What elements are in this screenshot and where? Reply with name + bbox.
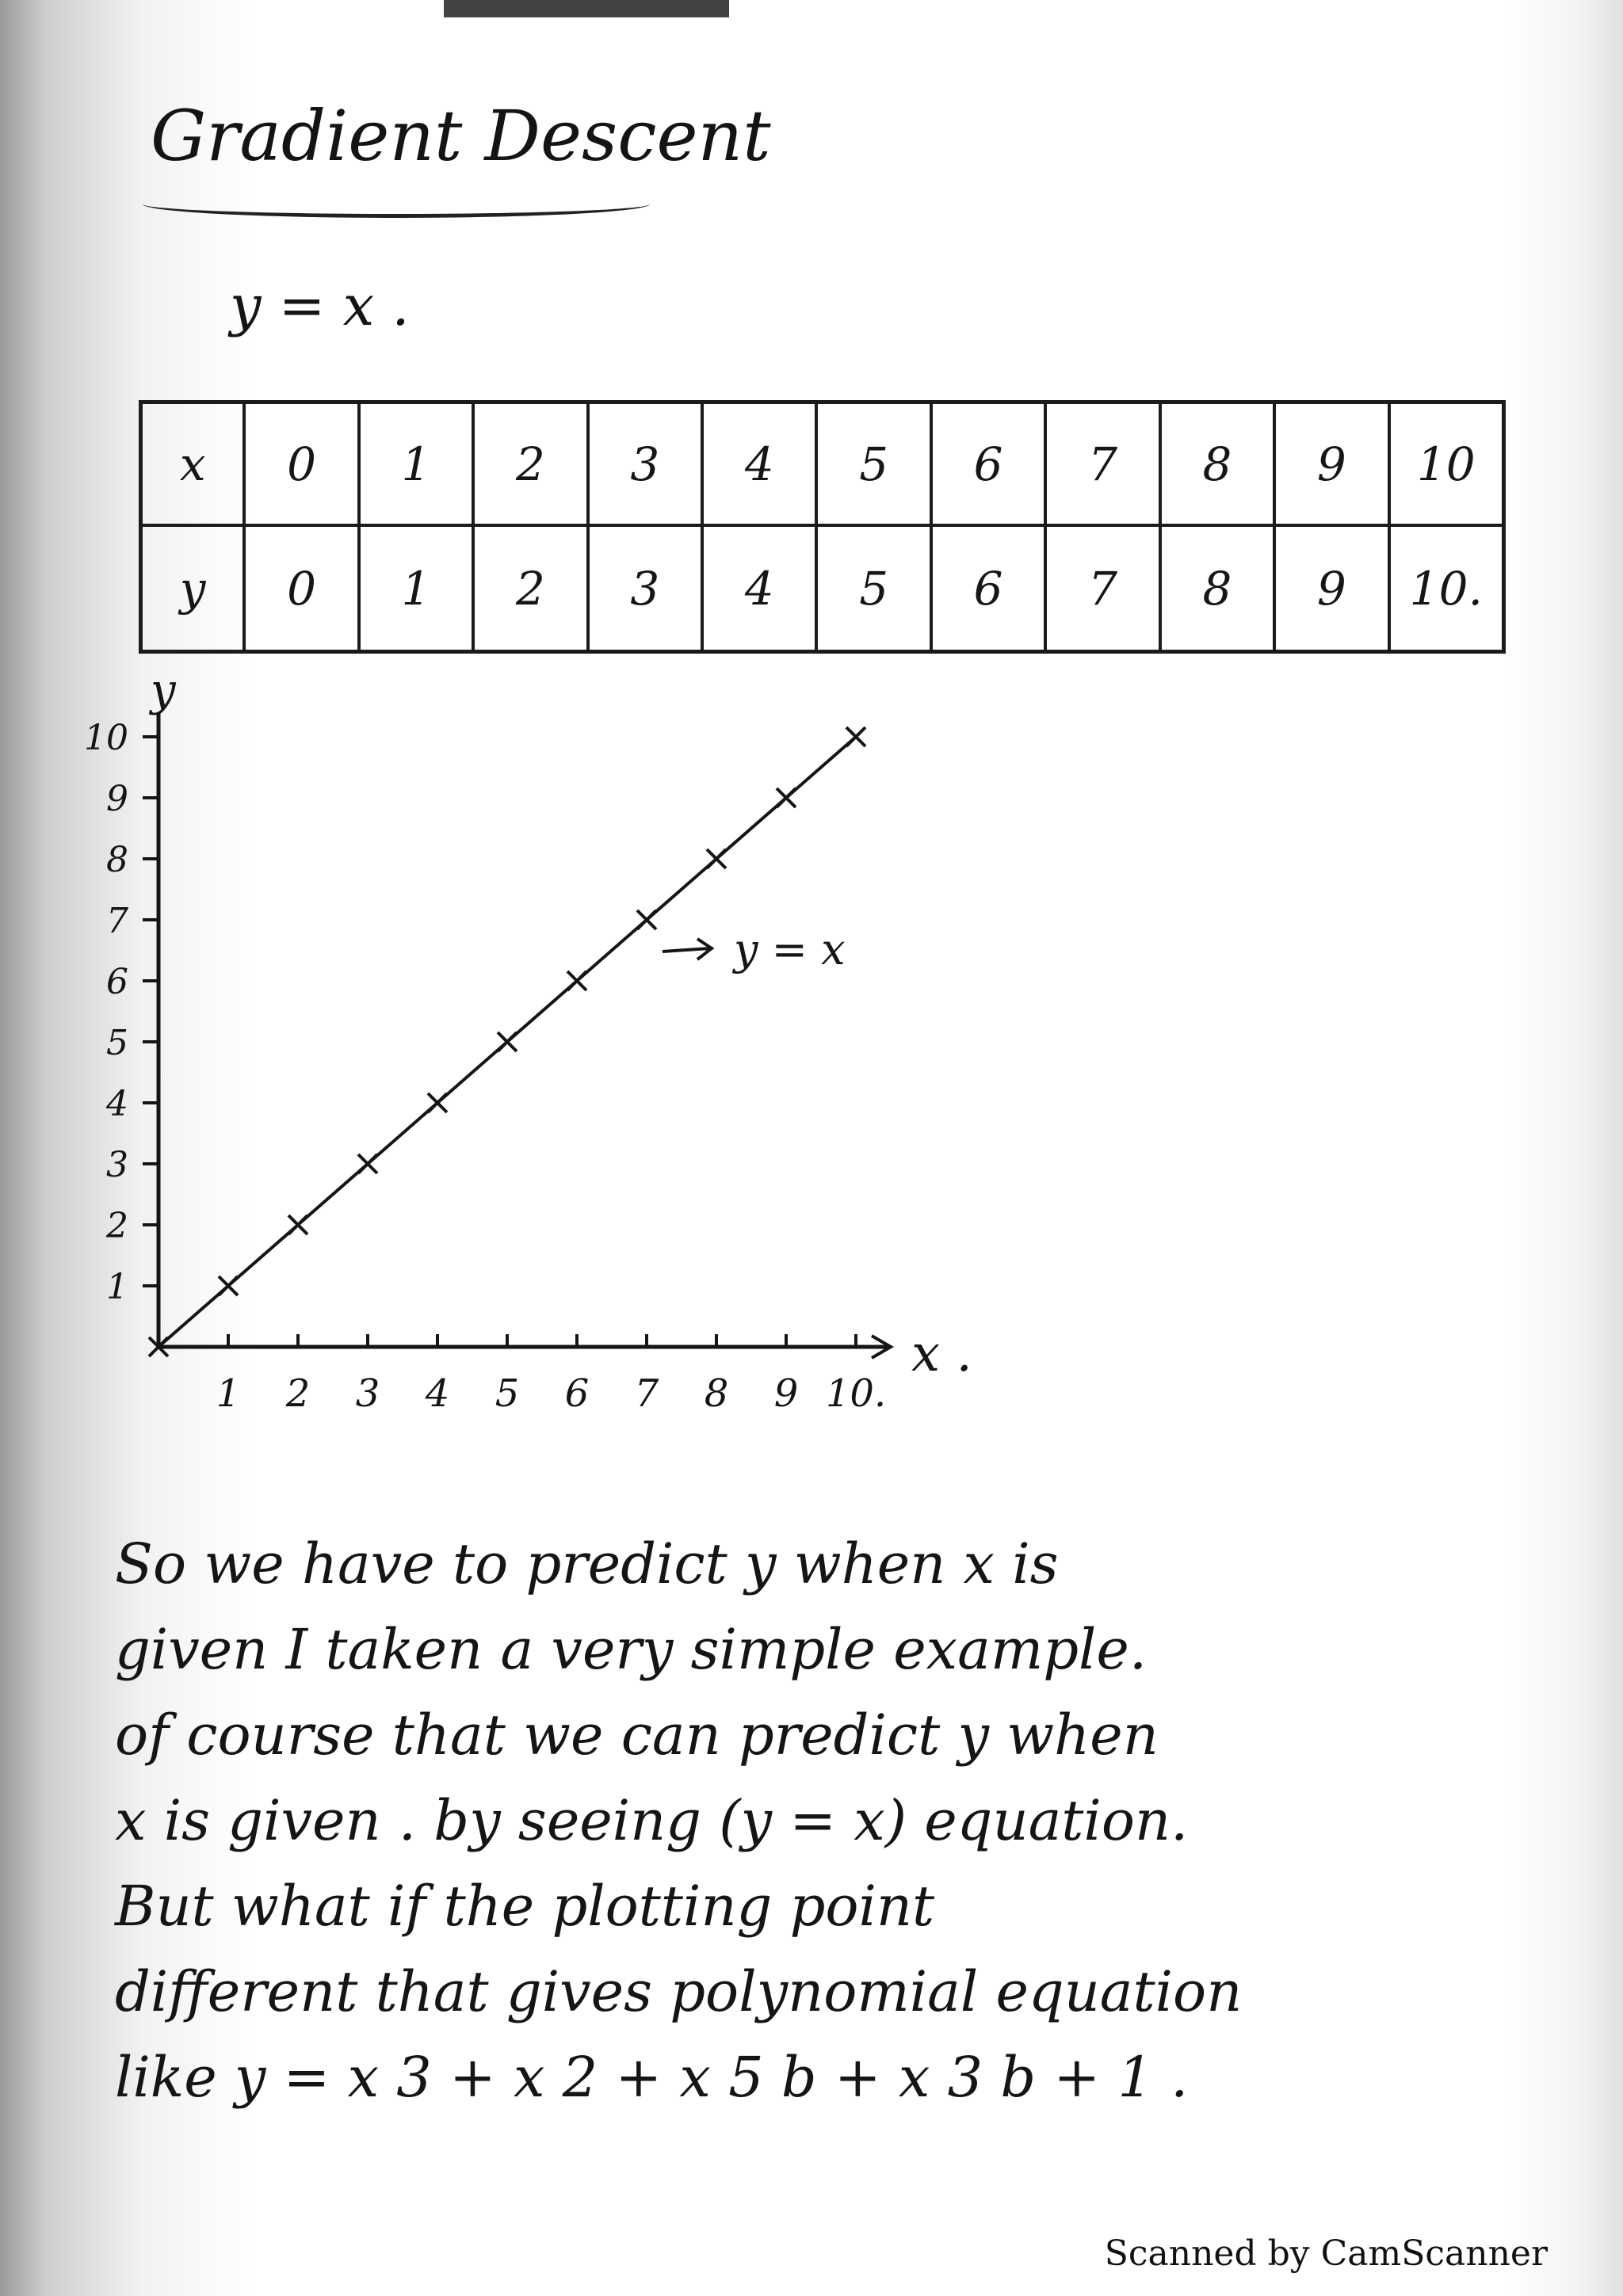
table-cell: 6 bbox=[933, 527, 1047, 650]
y-tick-label: 4 bbox=[106, 1084, 128, 1124]
table-cell: 3 bbox=[590, 404, 704, 524]
data-point-marker bbox=[707, 849, 726, 868]
x-tick-label: 7 bbox=[634, 1371, 659, 1416]
x-tick-label: 6 bbox=[564, 1371, 590, 1416]
yx-plot bbox=[63, 681, 1046, 1474]
table-cell: 6 bbox=[933, 404, 1047, 524]
table-cell: 5 bbox=[818, 527, 932, 650]
table-cell: 7 bbox=[1047, 404, 1161, 524]
table-cell: 1 bbox=[361, 404, 475, 524]
table-cell: 1 bbox=[361, 527, 475, 650]
table-cell: 8 bbox=[1162, 527, 1276, 650]
table-cell: 5 bbox=[818, 404, 932, 524]
data-point-marker bbox=[358, 1154, 377, 1173]
text-line: But what if the plotting point bbox=[115, 1874, 935, 1939]
data-point-marker bbox=[637, 910, 656, 929]
table-cell: 2 bbox=[475, 404, 589, 524]
x-tick-label: 9 bbox=[773, 1371, 799, 1416]
text-line: x is given . by seeing (y = x) equation. bbox=[115, 1788, 1189, 1853]
data-point-marker bbox=[567, 971, 586, 990]
data-point-marker bbox=[288, 1215, 307, 1234]
table-cell: 0 bbox=[246, 527, 360, 650]
data-point-marker bbox=[498, 1032, 517, 1051]
annotation-arrow bbox=[663, 939, 712, 959]
data-point-marker bbox=[846, 727, 865, 746]
table-cell: 10 bbox=[1416, 437, 1476, 491]
x-tick-label: 10. bbox=[825, 1371, 887, 1416]
text-line: given I taken a very simple example. bbox=[115, 1617, 1148, 1682]
table-row-x bbox=[143, 404, 1502, 527]
x-axis-label: x . bbox=[911, 1325, 972, 1383]
text-line: So we have to predict y when x is bbox=[115, 1531, 1059, 1596]
data-point-marker bbox=[219, 1276, 238, 1295]
table-header-y: y bbox=[143, 527, 246, 650]
text-line: like y = x 3 + x 2 + x 5 b + x 3 b + 1 . bbox=[115, 2045, 1189, 2110]
y-tick-label: 5 bbox=[106, 1023, 128, 1063]
table-cell: 8 bbox=[1162, 404, 1276, 524]
y-tick-label: 2 bbox=[106, 1206, 128, 1246]
x-tick-label: 1 bbox=[216, 1371, 241, 1416]
data-point-marker bbox=[428, 1093, 447, 1112]
x-tick-label: 8 bbox=[704, 1371, 729, 1416]
table-header-x: x bbox=[143, 404, 246, 524]
title-underline bbox=[143, 190, 650, 218]
page-title: Gradient Descent bbox=[151, 95, 771, 177]
scanner-watermark: Scanned by CamScanner bbox=[1104, 2233, 1548, 2274]
table-cell: 2 bbox=[475, 527, 589, 650]
data-point-marker bbox=[777, 788, 796, 807]
equation: y = x . bbox=[230, 273, 410, 338]
y-tick-label: 7 bbox=[106, 901, 128, 941]
text-line: different that gives polynomial equation bbox=[115, 1959, 1243, 2024]
table-cell: 3 bbox=[590, 527, 704, 650]
y-tick-label: 6 bbox=[106, 962, 128, 1002]
handwritten-paragraph bbox=[115, 1521, 1526, 2120]
table-cell: 9 bbox=[1276, 404, 1390, 524]
table-cell: 0 bbox=[246, 404, 360, 524]
y-tick-label: 8 bbox=[106, 840, 128, 880]
x-tick-label: 4 bbox=[425, 1371, 450, 1416]
table-cell: 4 bbox=[704, 527, 818, 650]
x-tick-label: 3 bbox=[355, 1371, 380, 1416]
series-annotation: y = x bbox=[734, 925, 846, 974]
text-line: of course that we can predict y when bbox=[115, 1703, 1159, 1768]
y-tick-label: 9 bbox=[106, 779, 128, 819]
table-cell: 4 bbox=[704, 404, 818, 524]
y-tick-label: 3 bbox=[106, 1145, 128, 1185]
table-cell: 7 bbox=[1047, 527, 1161, 650]
table-cell: 10. bbox=[1409, 561, 1483, 616]
y-tick-label: 1 bbox=[106, 1267, 128, 1307]
y-tick-label: 10 bbox=[84, 718, 128, 758]
table-cell: 9 bbox=[1276, 527, 1390, 650]
xy-table bbox=[139, 400, 1506, 654]
binding-shadow bbox=[444, 0, 729, 17]
table-row-y bbox=[143, 527, 1502, 650]
x-tick-label: 5 bbox=[495, 1371, 520, 1416]
x-tick-label: 2 bbox=[285, 1371, 311, 1416]
y-axis-label: y bbox=[151, 681, 176, 716]
